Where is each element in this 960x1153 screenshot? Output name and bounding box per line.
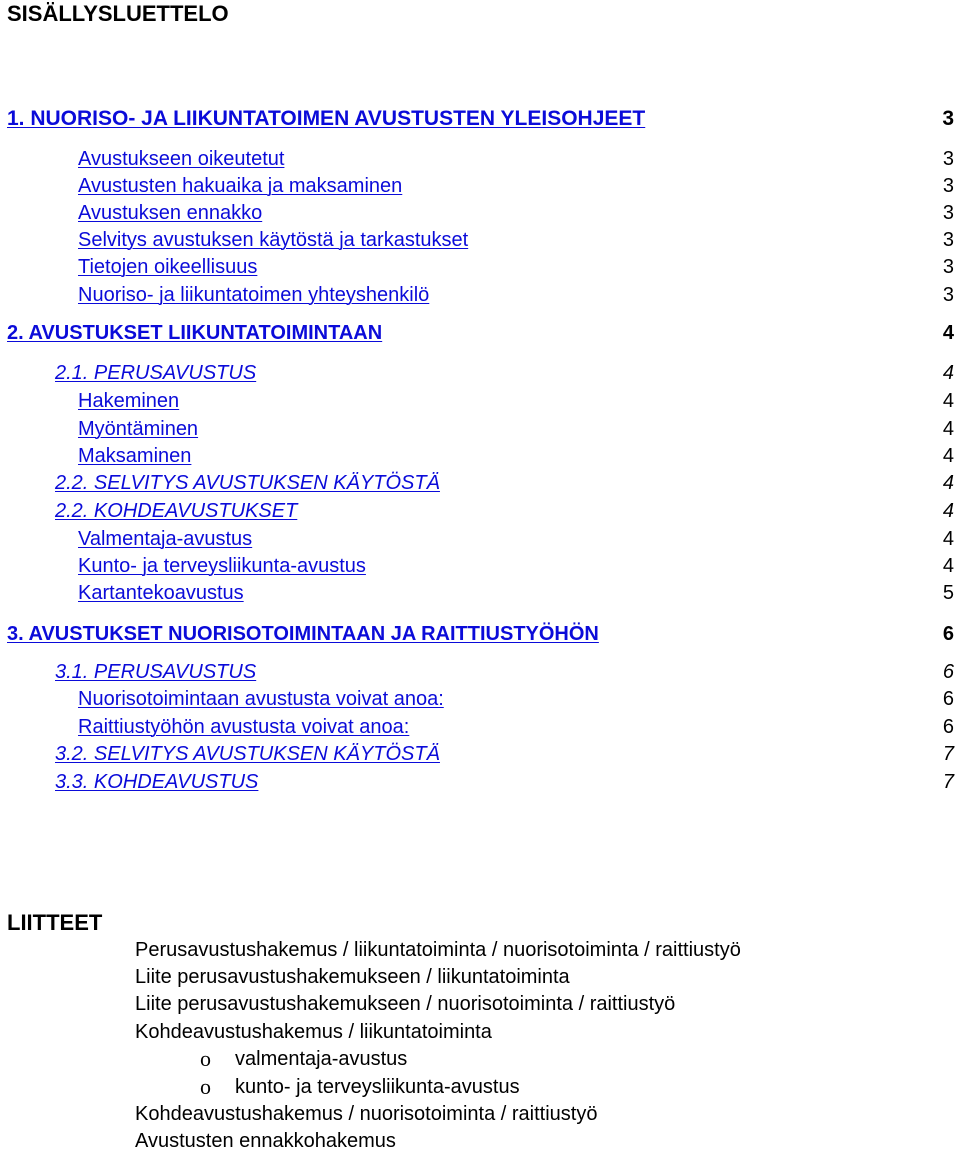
toc-link[interactable]: Kunto- ja terveysliikunta-avustus — [78, 555, 366, 577]
toc-section-3[interactable] — [0, 623, 960, 649]
toc-subsection[interactable] — [0, 743, 960, 769]
toc-page-number: 4 — [942, 418, 954, 440]
toc-link[interactable]: Nuoriso- ja liikuntatoimen yhteyshenkilö — [78, 284, 430, 306]
toc-link[interactable]: Nuorisotoimintaan avustusta voivat anoa: — [78, 688, 444, 710]
toc-link[interactable]: 2.2. KOHDEAVUSTUKSET — [55, 500, 298, 522]
toc-entry[interactable] — [0, 390, 960, 416]
toc-page-number: 3 — [942, 107, 954, 130]
toc-link[interactable]: 2.1. PERUSAVUSTUS — [55, 362, 257, 384]
toc-entry[interactable] — [0, 555, 960, 581]
toc-page-number: 3 — [942, 284, 954, 306]
toc-entry[interactable] — [0, 202, 960, 228]
toc-subsection[interactable] — [0, 661, 960, 687]
toc-subsection[interactable] — [0, 771, 960, 797]
bullet-icon: o — [200, 1046, 211, 1071]
toc-entry[interactable] — [0, 528, 960, 554]
toc-link[interactable]: 3.3. KOHDEAVUSTUS — [55, 771, 259, 793]
toc-entry[interactable] — [0, 284, 960, 310]
toc-page-number: 4 — [942, 472, 954, 494]
toc-entry[interactable] — [0, 445, 960, 471]
toc-link[interactable]: 3.2. SELVITYS AVUSTUKSEN KÄYTÖSTÄ — [55, 743, 440, 765]
toc-link[interactable]: Valmentaja-avustus — [78, 528, 253, 550]
appendix-subitem: kunto- ja terveysliikunta-avustus — [235, 1076, 520, 1098]
toc-entry[interactable] — [0, 175, 960, 201]
toc-page-number: 4 — [942, 528, 954, 550]
appendix-subitem: valmentaja-avustus — [235, 1048, 408, 1070]
toc-section-1[interactable] — [0, 107, 960, 133]
toc-link[interactable]: 1. NUORISO- JA LIIKUNTATOIMEN AVUSTUSTEN YLEISOHJEET — [7, 107, 646, 130]
toc-page-number: 6 — [942, 661, 954, 683]
toc-entry[interactable] — [0, 256, 960, 282]
toc-page-number: 3 — [942, 175, 954, 197]
toc-entry[interactable] — [0, 229, 960, 255]
appendix-item: Liite perusavustushakemukseen / nuorisotoiminta / raittiustyö — [135, 993, 676, 1015]
toc-entry[interactable] — [0, 148, 960, 174]
toc-page-number: 7 — [942, 743, 954, 765]
appendices-heading: LIITTEET — [7, 910, 103, 935]
toc-entry[interactable] — [0, 716, 960, 742]
toc-link[interactable]: Raittiustyöhön avustusta voivat anoa: — [78, 716, 410, 738]
toc-subsection[interactable] — [0, 500, 960, 526]
toc-page-number: 6 — [942, 688, 954, 710]
toc-link[interactable]: 2.2. SELVITYS AVUSTUKSEN KÄYTÖSTÄ — [55, 472, 440, 494]
toc-link[interactable]: Hakeminen — [78, 390, 180, 412]
toc-link[interactable]: Kartantekoavustus — [78, 582, 244, 604]
toc-page-number: 7 — [942, 771, 954, 793]
toc-link[interactable]: 3.1. PERUSAVUSTUS — [55, 661, 257, 683]
toc-link[interactable]: Avustuksen ennakko — [78, 202, 263, 224]
toc-link[interactable]: Selvitys avustuksen käytöstä ja tarkastukset — [78, 229, 469, 251]
toc-page-number: 3 — [942, 202, 954, 224]
toc-page-number: 6 — [942, 716, 954, 738]
toc-link[interactable]: Maksaminen — [78, 445, 192, 467]
toc-section-2[interactable] — [0, 322, 960, 348]
appendix-item: Perusavustushakemus / liikuntatoiminta / nuorisotoiminta / raittiustyö — [135, 939, 741, 961]
toc-page-number: 3 — [942, 256, 954, 278]
toc-page-number: 4 — [942, 445, 954, 467]
toc-subsection[interactable] — [0, 362, 960, 388]
toc-page-number: 5 — [942, 582, 954, 604]
toc-page-number: 4 — [942, 500, 954, 522]
toc-entry[interactable] — [0, 418, 960, 444]
toc-page-number: 4 — [942, 555, 954, 577]
toc-subsection[interactable] — [0, 472, 960, 498]
document-title: SISÄLLYSLUETTELO — [7, 1, 229, 26]
toc-entry[interactable] — [0, 582, 960, 608]
toc-link[interactable]: Tietojen oikeellisuus — [78, 256, 258, 278]
toc-link[interactable]: Myöntäminen — [78, 418, 199, 440]
toc-entry[interactable] — [0, 688, 960, 714]
toc-link[interactable]: Avustukseen oikeutetut — [78, 148, 285, 170]
toc-page-number: 4 — [942, 362, 954, 384]
toc-link[interactable]: 2. AVUSTUKSET LIIKUNTATOIMINTAAN — [7, 322, 383, 344]
toc-page-number: 3 — [942, 229, 954, 251]
appendix-item: Kohdeavustushakemus / nuorisotoiminta / raittiustyö — [135, 1103, 598, 1125]
toc-page-number: 4 — [942, 390, 954, 412]
toc-link[interactable]: 3. AVUSTUKSET NUORISOTOIMINTAAN JA RAITTIUSTYÖHÖN — [7, 623, 599, 645]
toc-link[interactable]: Avustusten hakuaika ja maksaminen — [78, 175, 403, 197]
bullet-icon: o — [200, 1074, 211, 1099]
appendix-item: Avustusten ennakkohakemus — [135, 1130, 396, 1152]
toc-page-number: 3 — [942, 148, 954, 170]
appendix-item: Kohdeavustushakemus / liikuntatoiminta — [135, 1021, 492, 1043]
toc-page-number: 4 — [942, 322, 954, 344]
toc-page-number: 6 — [942, 623, 954, 645]
appendix-item: Liite perusavustushakemukseen / liikuntatoiminta — [135, 966, 570, 988]
